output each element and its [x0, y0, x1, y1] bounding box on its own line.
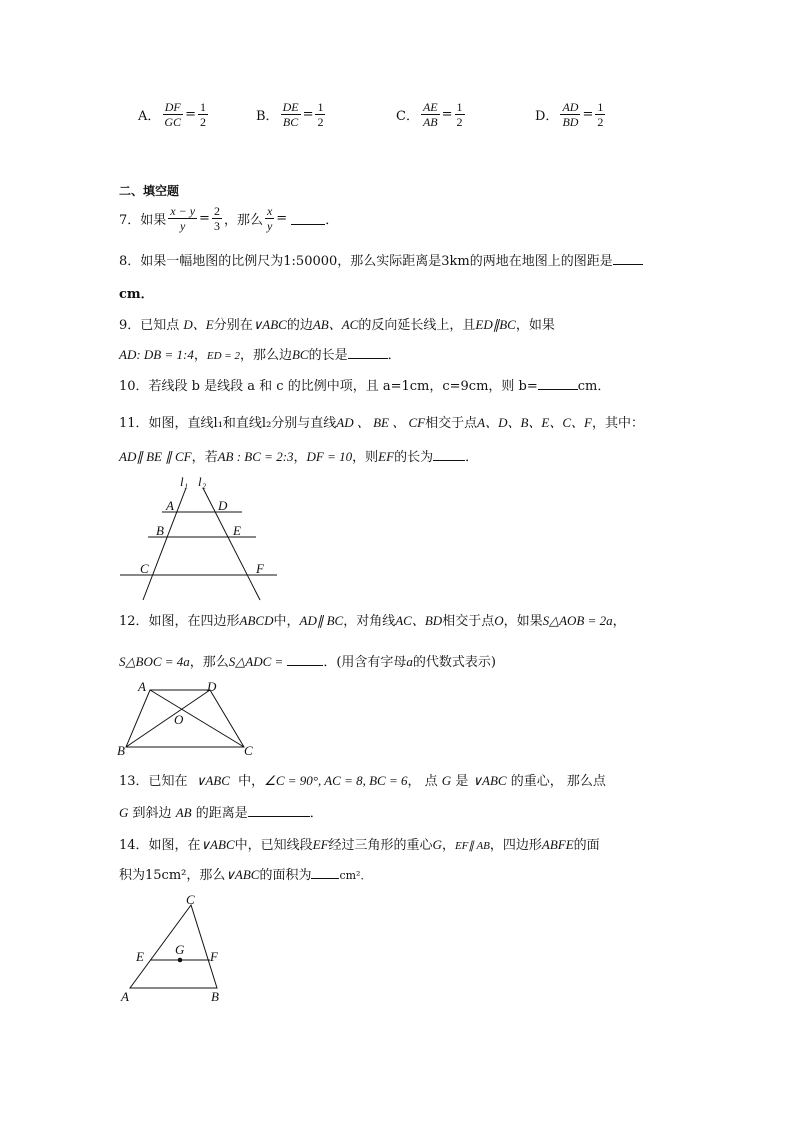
q14-text: 中，已知线段 — [234, 838, 313, 853]
q9-text: ． — [387, 348, 401, 363]
numerator: DF — [164, 100, 181, 114]
comma: ， — [193, 348, 207, 363]
line-l2 — [203, 488, 260, 600]
q11-text: ，若 — [191, 450, 218, 465]
numerator: DE — [282, 100, 299, 114]
q14-text: ，四边形 — [489, 838, 542, 853]
math: EF — [312, 837, 329, 852]
numerator: 1 — [456, 100, 463, 114]
option-a — [138, 100, 210, 129]
question-12 — [119, 610, 626, 629]
label-f: F — [256, 561, 264, 576]
q10-text: 10．若线段 b 是线段 a 和 c 的比例中项，且 a=1cm，c=9cm，则 b= — [119, 379, 538, 394]
math: ∠C = 90°, AC = 8, BC = 6 — [264, 773, 408, 788]
math: G — [119, 805, 129, 820]
denominator: 2 — [199, 115, 206, 129]
q12-text: 中， — [273, 614, 300, 629]
math: ABFE — [541, 837, 574, 852]
math: ∨ABC — [200, 837, 235, 852]
fraction — [455, 100, 465, 129]
q14-text: 的面积为 — [259, 868, 312, 883]
label-b: B — [156, 523, 164, 538]
denominator: 3 — [213, 219, 220, 233]
math: ∨ABC — [472, 773, 507, 788]
denominator: y — [266, 219, 273, 233]
label-d: D — [218, 498, 228, 513]
math: EF∥ AB — [454, 840, 490, 852]
fraction — [421, 100, 440, 129]
q9-text: ，如果 — [515, 318, 555, 333]
numerator: 1 — [317, 100, 324, 114]
numerator: 2 — [213, 204, 220, 218]
fraction — [281, 100, 301, 129]
answer-blank[interactable] — [248, 804, 310, 817]
math: AC、BD — [395, 613, 443, 628]
triangle-abc — [130, 905, 217, 988]
fraction — [265, 204, 274, 233]
q12-text: ，如果 — [503, 614, 543, 629]
fraction — [198, 100, 208, 129]
q13-text: ． — [309, 806, 323, 821]
math: AD∥ BC — [299, 613, 344, 628]
label-a: A — [121, 989, 129, 1004]
q13-text: ， 点 — [407, 774, 438, 789]
math: BC — [291, 347, 309, 362]
answer-blank[interactable] — [433, 448, 465, 461]
math: ED = 2 — [206, 350, 240, 362]
denominator: 2 — [456, 115, 463, 129]
numerator: x — [266, 204, 273, 218]
answer-blank[interactable] — [538, 377, 578, 390]
figure-11-parallel-lines — [110, 470, 285, 610]
answer-blank[interactable] — [287, 653, 323, 666]
q13-text: 的距离是 — [195, 806, 248, 821]
label-o: O — [174, 712, 184, 727]
math: S△BOC = 4a — [119, 654, 190, 669]
fraction — [315, 100, 325, 129]
q11-text: 相交于点 — [425, 416, 478, 431]
label-b: B — [211, 989, 219, 1004]
q11-text: ，则 — [352, 450, 379, 465]
option-letter: B． — [256, 109, 279, 124]
q9-text: 的长是 — [308, 348, 348, 363]
numerator: AE — [422, 100, 438, 114]
centroid-point — [178, 958, 183, 963]
q9-text: 的边 — [286, 318, 313, 333]
comma: ， — [293, 450, 307, 465]
math: AB、AC — [312, 317, 359, 332]
q12-text: ， — [612, 614, 626, 629]
math: ∨ABC — [195, 773, 230, 788]
answer-blank[interactable] — [613, 252, 643, 265]
trapezoid-abcd — [126, 690, 244, 747]
label-c: C — [140, 561, 149, 576]
fraction — [168, 204, 197, 233]
question-11 — [119, 412, 644, 431]
denominator: BD — [562, 115, 579, 129]
q12-text: 的代数式表示) — [412, 655, 496, 670]
denominator: y — [179, 219, 186, 233]
fraction — [595, 100, 605, 129]
question-14-line2 — [119, 864, 371, 883]
q8-continuation: cm． — [119, 287, 154, 302]
label-c: C — [186, 892, 195, 907]
math: AB — [175, 805, 192, 820]
option-c — [396, 100, 467, 129]
q14-text: 经过三角形的重心 — [328, 838, 433, 853]
math: AD 、 BE 、 CF — [336, 415, 426, 430]
q8-text: 8．如果一幅地图的比例尺为1:50000，那么实际距离是3km的两地在地图上的图距是 — [119, 254, 613, 269]
label-l2: l₂ — [198, 474, 207, 489]
question-8 — [119, 250, 643, 269]
option-b — [256, 100, 327, 129]
math: G — [432, 837, 442, 852]
numerator: 1 — [597, 100, 604, 114]
q13-text: 到斜边 — [132, 806, 172, 821]
numerator: AD — [562, 100, 579, 114]
label-g: G — [175, 942, 185, 957]
math: S△ADC = — [228, 654, 284, 669]
label-a: A — [166, 498, 174, 513]
numerator: 1 — [199, 100, 206, 114]
q12-text: ，对角线 — [343, 614, 396, 629]
label-l1: l₁ — [180, 474, 189, 489]
question-7 — [119, 204, 338, 233]
option-d — [535, 100, 607, 129]
q14-text: ， — [441, 838, 455, 853]
q12-text: 12．如图，在四边形 — [119, 614, 240, 629]
q11-text: ． — [465, 450, 479, 465]
option-letter: D． — [535, 109, 559, 124]
equals-sign: = — [185, 107, 196, 122]
label-b: B — [117, 743, 125, 758]
math: EF — [378, 449, 395, 464]
math: O — [494, 613, 504, 628]
math: ED∥BC — [475, 317, 516, 332]
answer-blank[interactable] — [348, 346, 388, 359]
q11-text: 11．如图，直线l₁和直线l₂分别与直线 — [119, 416, 337, 431]
math: G — [441, 773, 452, 788]
line-l1 — [143, 488, 186, 600]
math: ABCD — [239, 613, 274, 628]
label-e: E — [136, 949, 144, 964]
q13-text: 的重心， 那么点 — [510, 774, 606, 789]
question-9-line2 — [119, 344, 401, 363]
math: ∨ABC — [225, 867, 260, 882]
figure-12-trapezoid — [114, 677, 264, 759]
q7-text: ． — [325, 213, 339, 228]
denominator: 2 — [317, 115, 324, 129]
q14-text: cm²． — [339, 869, 372, 882]
fraction — [212, 204, 222, 233]
question-13-line2 — [119, 802, 323, 821]
q13-text: 中， — [238, 774, 265, 789]
figure-14-triangle — [114, 890, 234, 1006]
equals-sign: = — [199, 211, 210, 226]
question-9 — [119, 314, 555, 333]
q12-text: ，那么 — [189, 655, 229, 670]
question-10 — [119, 375, 610, 394]
math: AD: DB = 1:4 — [119, 347, 194, 362]
math: a — [406, 654, 413, 669]
math: ∨ABC — [252, 317, 287, 332]
denominator: 2 — [597, 115, 604, 129]
option-letter: C． — [396, 109, 419, 124]
section-title: 二、填空题 — [119, 184, 180, 198]
q13-text: 是 — [455, 774, 469, 789]
label-e: E — [233, 523, 241, 538]
q11-text: ，其中： — [591, 416, 644, 431]
fraction — [560, 100, 580, 129]
math: DF = 10 — [306, 449, 353, 464]
label-a: A — [138, 679, 146, 694]
q11-text: 的长为 — [394, 450, 434, 465]
q7-text: ，那么 — [223, 213, 263, 228]
math: S△AOB = 2a — [542, 613, 613, 628]
q7-text: 7．如果 — [119, 213, 167, 228]
label-f: F — [210, 949, 218, 964]
question-12-line2 — [119, 651, 496, 670]
answer-blank[interactable] — [291, 212, 325, 225]
option-letter: A． — [138, 109, 161, 124]
q14-text: 14．如图，在 — [119, 838, 201, 853]
numerator: x − y — [170, 204, 196, 218]
question-13 — [119, 770, 606, 789]
q9-text: 分别在 — [213, 318, 253, 333]
q9-text: 9．已知点 — [119, 318, 184, 333]
equals-sign: = — [441, 107, 453, 122]
answer-blank[interactable] — [311, 866, 339, 879]
math: A、D、B、E、C、F — [477, 415, 592, 430]
q12-text: ．(用含有字母 — [323, 655, 407, 670]
denominator: GC — [164, 115, 182, 129]
q13-text: 13．已知在 — [119, 774, 188, 789]
q9-text: 的反向延长线上，且 — [358, 318, 476, 333]
math: AD∥ BE ∥ CF — [119, 449, 192, 464]
q14-text: 积为15cm²，那么 — [119, 868, 226, 883]
label-d: D — [207, 679, 217, 694]
label-c: C — [244, 743, 253, 758]
q10-text: cm． — [577, 379, 611, 394]
math: AB : BC = 2:3 — [217, 449, 294, 464]
denominator: AB — [422, 115, 438, 129]
question-11-line2 — [119, 446, 478, 465]
denominator: BC — [282, 115, 299, 129]
q14-text: 的面 — [573, 838, 600, 853]
math: D、E — [183, 317, 214, 332]
equals-sign: = — [276, 211, 288, 226]
q12-text: 相交于点 — [442, 614, 495, 629]
equals-sign: = — [582, 107, 594, 122]
q9-text: ，那么边 — [239, 348, 292, 363]
fraction — [162, 100, 183, 129]
equals-sign: = — [302, 107, 314, 122]
question-14 — [119, 834, 600, 853]
